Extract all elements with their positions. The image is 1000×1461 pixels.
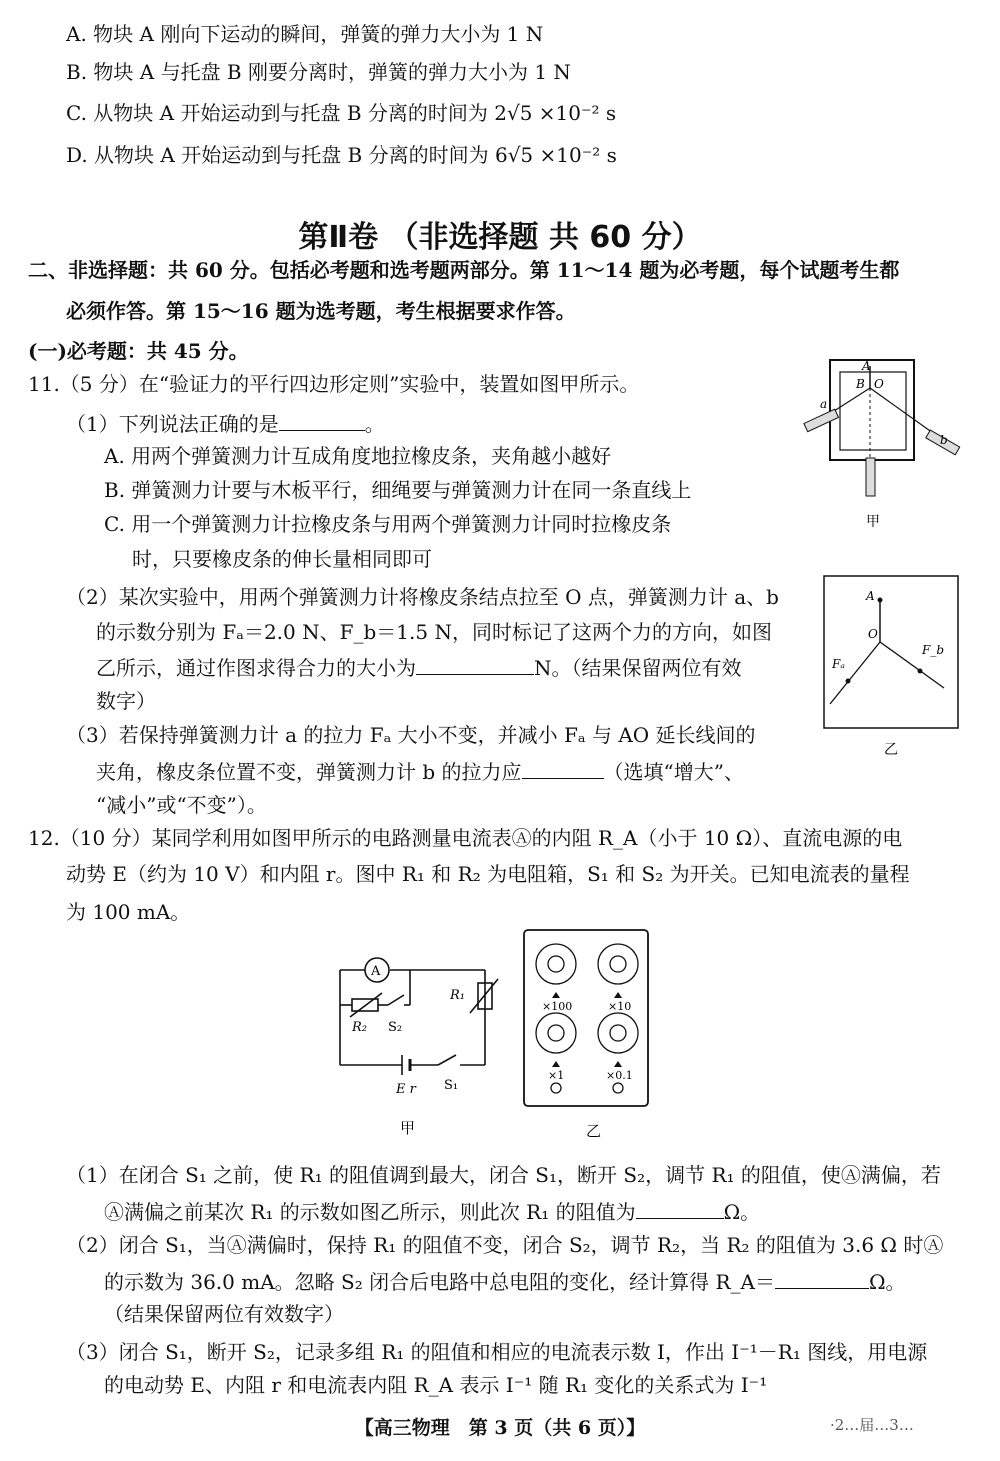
q12-part3-line1: （3）闭合 S₁，断开 S₂，记录多组 R₁ 的阻值和相应的电流表示数 I，作出 I⁻¹－R₁ 图线，用电源: [66, 1340, 928, 1364]
q11-option-a: A. 用两个弹簧测力计互成角度地拉橡皮条，夹角越小越好: [104, 444, 612, 468]
required-header: (一)必考题：共 45 分。: [28, 339, 249, 363]
q11-part3-text: 夹角，橡皮条位置不变，弹簧测力计 b 的拉力应: [96, 760, 522, 784]
fig-caption-yi: 乙: [884, 742, 898, 758]
option-a: A. 物块 A 刚向下运动的瞬间，弹簧的弹力大小为 1 N: [66, 22, 544, 46]
answer-blank[interactable]: [636, 1198, 724, 1219]
dial-label-x1: ×1: [548, 1069, 565, 1082]
label-S2: S₂: [388, 1020, 403, 1035]
fig-label-Fb: F_b: [922, 643, 945, 657]
q11-stem: 11.（5 分）在“验证力的平行四边形定则”实验中，装置如图甲所示。: [28, 372, 640, 396]
dial-label-x0.1: ×0.1: [606, 1069, 633, 1082]
fig-caption-jia: 甲: [866, 514, 880, 530]
fig-caption-yi: 乙: [586, 1122, 602, 1140]
ammeter-label: A: [371, 964, 381, 979]
q12-part1-unit: Ω。: [723, 1200, 761, 1224]
fig-label-O: O: [868, 627, 878, 641]
q11-part1: [66, 410, 385, 436]
q11-option-c1: C. 用一个弹簧测力计拉橡皮条与用两个弹簧测力计同时拉橡皮条: [104, 512, 672, 536]
section-intro-1: 二、非选择题：共 60 分。包括必考题和选考题两部分。第 11～14 题为必考题，每个试题考生都: [28, 258, 900, 282]
q12-part1-text: Ⓐ满偏之前某次 R₁ 的示数如图乙所示，则此次 R₁ 的阻值为: [104, 1200, 636, 1224]
fig-label-B: B: [856, 377, 865, 391]
terminal-left: [551, 1083, 561, 1093]
fig-label-A: A: [866, 589, 875, 603]
q11-part3-tail: （选填“增大”、: [603, 760, 744, 784]
option-d: D. 从物块 A 开始运动到与托盘 B 分离的时间为 6√5 ×10⁻² s: [66, 143, 617, 167]
q12-part1-line1: （1）在闭合 S₁ 之前，使 R₁ 的阻值调到最大，闭合 S₁，断开 S₂，调节 R₁ 的阻值，使Ⓐ满偏，若: [66, 1163, 941, 1187]
answer-blank[interactable]: [775, 1268, 869, 1289]
paper: [840, 372, 906, 450]
section-intro-2: 必须作答。第 15～16 题为选考题，考生根据要求作答。: [66, 299, 576, 323]
option-b: B. 物块 A 与托盘 B 刚要分离时，弹簧的弹力大小为 1 N: [66, 60, 571, 84]
q11-part2-line1: （2）某次实验中，用两个弹簧测力计将橡皮条结点拉至 O 点，弹簧测力计 a、b: [66, 585, 779, 609]
q11-part1-end: 。: [364, 412, 385, 436]
q12-part2-line3: （结果保留两位有效数字）: [104, 1302, 344, 1326]
label-S1: S₁: [444, 1078, 459, 1093]
q11-part2-line4: 数字）: [96, 689, 156, 713]
fig-caption-jia: 甲: [400, 1119, 416, 1137]
footer-code: ·2…届…3…: [830, 1416, 914, 1434]
label-R2: R₂: [352, 1020, 367, 1035]
q11-option-b: B. 弹簧测力计要与木板平行，细绳要与弹簧测力计在同一条直线上: [104, 478, 692, 502]
q12-part2-unit: Ω。: [868, 1270, 906, 1294]
q12-part2-line1: （2）闭合 S₁，当Ⓐ满偏时，保持 R₁ 的阻值不变，闭合 S₂，调节 R₂，当 R₂ 的阻值为 3.6 Ω 时Ⓐ: [66, 1233, 944, 1257]
q12-part1-line2: [104, 1198, 760, 1224]
q11-part1-text: （1）下列说法正确的是: [66, 412, 279, 436]
spring-scale-c: [866, 458, 875, 496]
q12-part2-line2: [104, 1268, 906, 1294]
q12-resistance-box-yi: [522, 928, 652, 1143]
fig-label-O: O: [874, 377, 884, 391]
answer-blank[interactable]: [522, 758, 604, 779]
q12-stem-1: 12.（10 分）某同学利用如图甲所示的电路测量电流表Ⓐ的内阻 R_A（小于 10 Ω）、直流电源的电: [28, 826, 903, 850]
q11-part3-line2: [96, 758, 744, 784]
terminal-right: [613, 1083, 623, 1093]
option-c: C. 从物块 A 开始运动到与托盘 B 分离的时间为 2√5 ×10⁻² s: [66, 101, 617, 125]
fig-label-a: a: [820, 397, 828, 411]
page-footer: 【高三物理 第 3 页（共 6 页）】: [354, 1417, 646, 1439]
q11-part3-line1: （3）若保持弹簧测力计 a 的拉力 Fₐ 大小不变，并减小 Fₐ 与 AO 延长线间的: [66, 723, 756, 747]
q11-part2-text: 乙所示，通过作图求得合力的大小为: [96, 656, 416, 680]
dial-label-x100: ×100: [542, 1000, 573, 1013]
section-title: 第Ⅱ卷 （非选择题 共 60 分）: [298, 220, 702, 255]
q11-figure-jia: [800, 358, 970, 533]
answer-blank[interactable]: [279, 410, 365, 431]
label-Er: E r: [396, 1082, 416, 1097]
q12-part3-line2: 的电动势 E、内阻 r 和电流表内阻 R_A 表示 I⁻¹ 随 R₁ 变化的关系式为 I⁻¹: [104, 1373, 768, 1397]
line-Fa: [830, 642, 880, 704]
answer-blank[interactable]: [416, 654, 534, 675]
fig-label-Fa: Fₐ: [832, 657, 845, 671]
q11-part2-line2: 的示数分别为 Fₐ＝2.0 N、F_b＝1.5 N，同时标记了这两个力的方向，如图: [96, 620, 772, 644]
q11-option-c2: 时，只要橡皮条的伸长量相同即可: [132, 547, 432, 571]
q11-part2-unit: N。（结果保留两位有效: [534, 656, 742, 680]
label-R1: R₁: [450, 988, 465, 1003]
q11-part3-line3: “减小”或“不变”）。: [96, 793, 267, 817]
fig-label-b: b: [940, 433, 948, 447]
dial-label-x10: ×10: [608, 1000, 632, 1013]
q11-figure-yi: [824, 576, 960, 760]
q12-part2-text: 的示数为 36.0 mA。忽略 S₂ 闭合后电路中总电阻的变化，经计算得 R_A＝: [104, 1270, 775, 1294]
fig-label-A: A: [862, 359, 871, 373]
q12-circuit-jia: [330, 955, 500, 1140]
q11-part2-line3: [96, 654, 742, 680]
spring-scale-a: [804, 409, 839, 432]
q12-stem-3: 为 100 mA。: [66, 900, 191, 924]
q12-stem-2: 动势 E（约为 10 V）和内阻 r。图中 R₁ 和 R₂ 为电阻箱，S₁ 和 S₂ 为开关。已知电流表的量程: [66, 862, 910, 886]
